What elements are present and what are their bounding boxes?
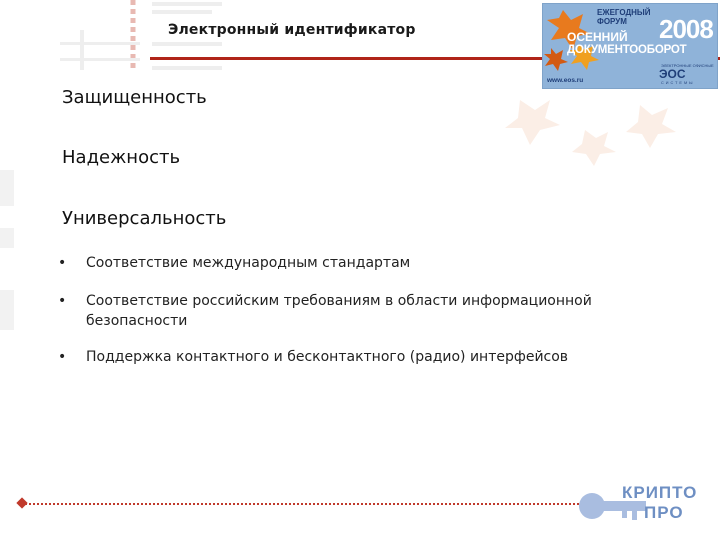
- heading-reliability: Надежность: [62, 147, 181, 168]
- banner-line4: ДОКУМЕНТООБОРОТ: [567, 44, 687, 56]
- list-item: [58, 253, 678, 273]
- cryptopro-logo-line2: ПРО: [644, 503, 684, 522]
- list-item-text: Соответствие международным стандартам: [86, 255, 411, 271]
- banner-year: 2008: [659, 14, 713, 44]
- list-item-text: Поддержка контактного и бесконтактного (радио) интерфейсов: [86, 349, 569, 365]
- list-item-text: Соответствие российским требованиям в области информационной безопасности: [86, 293, 592, 329]
- page-title: Электронный идентификатор: [168, 22, 416, 38]
- heading-universality: Универсальность: [62, 208, 227, 229]
- bullet-icon: •: [58, 255, 67, 271]
- banner-small-text: ЭЛЕКТРОННЫЕ ОФИСНЫЕ: [661, 63, 714, 68]
- cryptopro-logo-line1: КРИПТО: [622, 483, 698, 502]
- cryptopro-logo: [578, 483, 716, 527]
- banner-line2: ФОРУМ: [597, 17, 627, 26]
- heading-security: Защищенность: [62, 87, 207, 108]
- banner-system-text: СИСТЕМЫ: [661, 81, 695, 85]
- list-item: [58, 291, 678, 331]
- bullet-icon: •: [58, 293, 67, 309]
- banner-url: www.eos.ru: [547, 77, 584, 84]
- banner-line1: ЕЖЕГОДНЫЙ: [597, 8, 651, 17]
- eos-logo: ЭОС: [659, 67, 686, 81]
- forum-banner: [542, 3, 718, 89]
- banner-line3: ОСЕННИЙ: [567, 30, 628, 44]
- footer-divider: [22, 503, 582, 505]
- bullet-icon: •: [58, 349, 67, 365]
- list-item: [58, 347, 678, 367]
